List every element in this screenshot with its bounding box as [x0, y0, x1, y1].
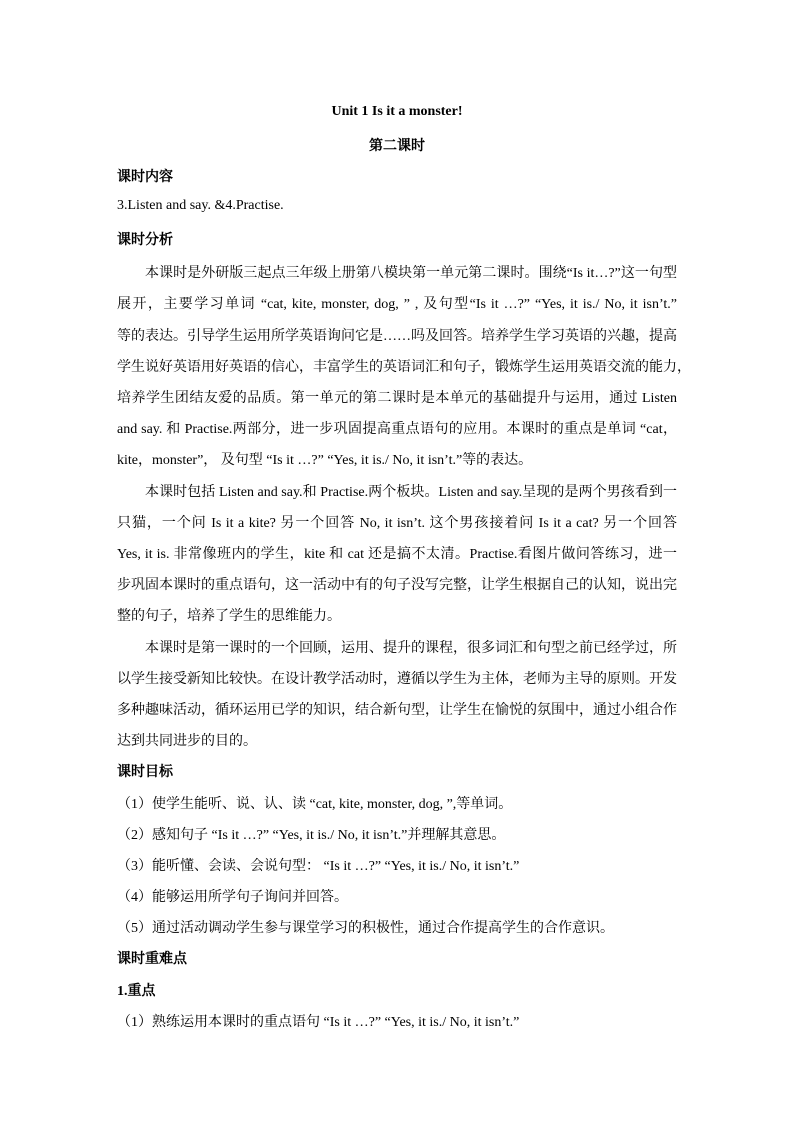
analysis-line: 本课时包括 Listen and say.和 Practise.两个板块。Listen and say.呈现的是两个男孩看到一	[145, 485, 677, 500]
heading-analysis: 课时分析	[117, 233, 173, 248]
analysis-line: 展开，主要学习单词 “cat, kite, monster, dog, ” , 及句型“Is it …?” “Yes, it is./ No, it isn’t.”	[117, 297, 677, 312]
heading-content: 课时内容	[117, 170, 173, 185]
heading-keypoints: 课时重难点	[117, 952, 187, 967]
analysis-line: and say. 和 Practise.两部分，进一步巩固提高重点语句的应用。本课时的重点是单词 “cat，	[117, 422, 677, 437]
analysis-line: 学生说好英语用好英语的信心，丰富学生的英语词汇和句子，锻炼学生运用英语交流的能力，	[117, 360, 691, 375]
analysis-line: 本课时是第一课时的一个回顾，运用、提升的课程，很多词汇和句型之前已经学过，所	[145, 641, 677, 656]
subheading-key: 1.重点	[117, 984, 156, 999]
analysis-line: 达到共同进步的目的。	[117, 734, 257, 749]
content-text: 3.Listen and say. &4.Practise.	[117, 198, 284, 213]
analysis-line: 培养学生团结友爱的品质。第一单元的第二课时是本单元的基础提升与运用，通过 Listen	[117, 391, 677, 406]
analysis-line: 只猫，一个问 Is it a kite? 另一个回答 No, it isn’t. 这个男孩接着问 Is it a cat? 另一个回答	[117, 516, 677, 531]
analysis-line: kite，monster”， 及句型 “Is it …?” “Yes, it is./ No, it isn’t.”等的表达。	[117, 453, 533, 468]
lesson-subtitle: 第二课时	[369, 139, 425, 154]
goal-item: （1）使学生能听、说、认、读 “cat, kite, monster, dog, ”,等单词。	[117, 797, 513, 812]
key-item: （1）熟练运用本课时的重点语句 “Is it …?” “Yes, it is./ No, it isn’t.”	[117, 1015, 520, 1030]
goal-item: （3）能听懂、会读、会说句型： “Is it …?” “Yes, it is./ No, it isn’t.”	[117, 859, 520, 874]
analysis-line: 步巩固本课时的重点语句，这一活动中有的句子没写完整，让学生根据自己的认知，说出完	[117, 578, 677, 593]
goal-item: （2）感知句子 “Is it …?” “Yes, it is./ No, it isn’t.”并理解其意思。	[117, 828, 506, 843]
goal-item: （5）通过活动调动学生参与课堂学习的积极性，通过合作提高学生的合作意识。	[117, 921, 614, 936]
analysis-line: 多种趣味活动，循环运用已学的知识，结合新句型，让学生在愉悦的氛围中，通过小组合作	[117, 703, 677, 718]
analysis-line: Yes, it is. 非常像班内的学生，kite 和 cat 还是搞不太清。Practise.看图片做问答练习，进一	[117, 547, 677, 562]
analysis-line: 等的表达。引导学生运用所学英语询问它是……吗及回答。培养学生学习英语的兴趣，提高	[117, 329, 677, 344]
goal-item: （4）能够运用所学句子询问并回答。	[117, 890, 348, 905]
analysis-line: 整的句子，培养了学生的思维能力。	[117, 609, 341, 624]
heading-goals: 课时目标	[117, 765, 173, 780]
analysis-line: 本课时是外研版三起点三年级上册第八模块第一单元第二课时。围绕“Is it…?”这一句型	[145, 266, 677, 281]
document-title: Unit 1 Is it a monster!	[331, 104, 463, 119]
analysis-line: 以学生接受新知比较快。在设计教学活动时，遵循以学生为主体，老师为主导的原则。开发	[117, 672, 677, 687]
